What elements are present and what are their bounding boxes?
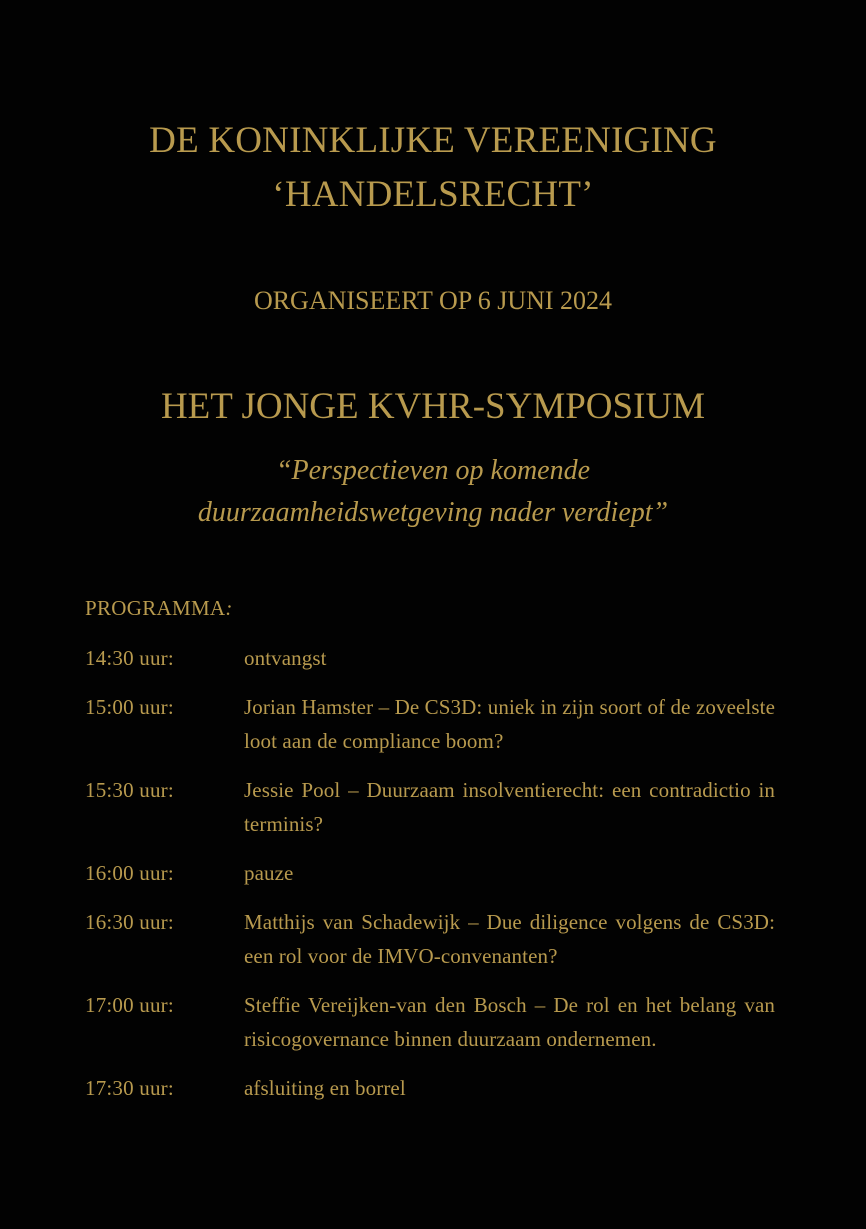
program-item-description: pauze [244, 861, 294, 885]
program-item [85, 905, 775, 973]
program-item-time: 14:30 uur: [85, 646, 174, 670]
program-item-description: Matthijs van Schadewijk – Due diligence volgens de CS3D: een rol voor de IMVO-convenanten? [244, 910, 775, 968]
program-item-time: 17:00 uur: [85, 993, 174, 1017]
program-item [85, 988, 775, 1056]
program-item-time: 16:00 uur: [85, 861, 174, 885]
program-item [85, 690, 775, 758]
program-list [85, 641, 775, 1120]
program-item-description: Steffie Vereijken-van den Bosch – De rol en het belang van risicogovernance binnen duurzaam ondernemen. [244, 993, 775, 1051]
event-title: HET JONGE KVHR-SYMPOSIUM [160, 386, 706, 427]
program-item [85, 773, 775, 841]
event-subtitle-line-2: duurzaamheidswetgeving nader verdiept” [197, 497, 669, 528]
program-item-time: 17:30 uur: [85, 1076, 174, 1100]
program-item-time: 15:30 uur: [85, 778, 174, 802]
program-item [85, 641, 775, 675]
program-heading-colon: : [225, 596, 233, 620]
event-subtitle-line-1: “Perspectieven op komende [275, 455, 591, 486]
organization-title [0, 114, 866, 222]
program-item [85, 856, 775, 890]
program-heading [85, 594, 233, 622]
program-heading-label: PROGRAMMA [85, 596, 226, 620]
organization-title-line-2: ‘HANDELSRECHT’ [272, 174, 594, 215]
event-date-line: ORGANISEERT OP 6 JUNI 2024 [253, 286, 613, 315]
program-item-description: Jorian Hamster – De CS3D: uniek in zijn soort of de zoveelste loot aan de compliance boom? [244, 695, 775, 753]
program-item [85, 1071, 775, 1105]
program-item-description: afsluiting en borrel [244, 1076, 406, 1100]
organization-title-line-1: DE KONINKLIJKE VEREENIGING [149, 120, 717, 161]
program-item-time: 16:30 uur: [85, 910, 174, 934]
program-item-description: ontvangst [244, 646, 327, 670]
event-subtitle [0, 450, 866, 534]
program-item-time: 15:00 uur: [85, 695, 174, 719]
program-item-description: Jessie Pool – Duurzaam insolventierecht: een contradictio in terminis? [244, 778, 775, 836]
